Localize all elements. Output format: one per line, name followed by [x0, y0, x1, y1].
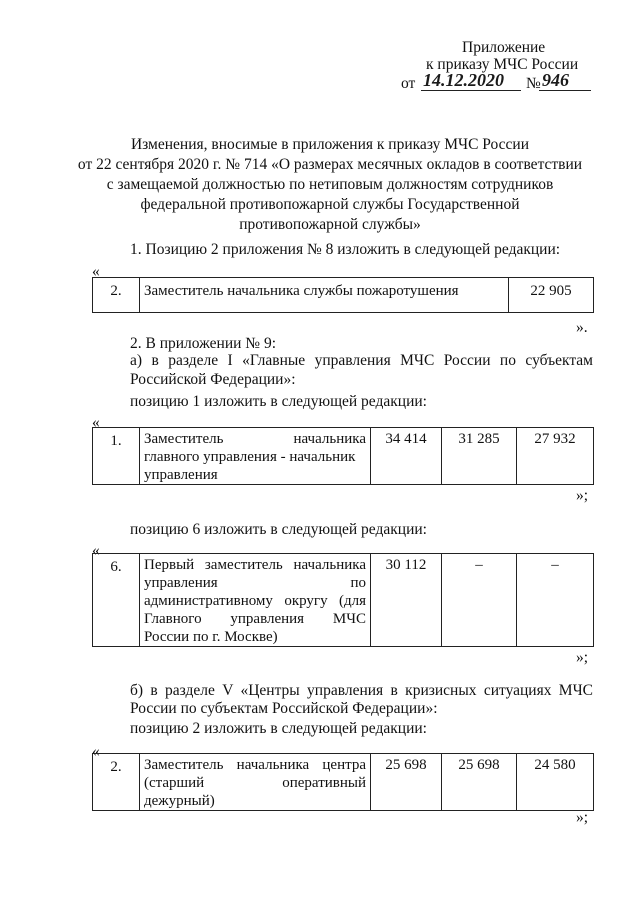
position-name-line: Заместитель начальника — [144, 431, 366, 447]
number-underline — [539, 90, 591, 91]
table-position-1 — [92, 427, 594, 485]
title-line: федеральной противопожарной службы Государственной — [140, 196, 520, 213]
table-position-2 — [92, 753, 594, 811]
title-line: от 22 сентября 2020 г. № 714 «О размерах месячных окладов в соответствии — [77, 156, 583, 173]
position-name-line: (старший оперативный — [144, 775, 366, 791]
position-1-text: позицию 1 изложить в следующей редакции: — [130, 393, 427, 410]
subsection-b-text-cont: России по субъектам Российской Федерации»: — [130, 700, 438, 717]
position-name-line: Заместитель начальника центра — [144, 757, 366, 773]
table-row — [93, 754, 594, 811]
position-name-line: административному округу (для — [144, 593, 366, 609]
order-reference: к приказу МЧС России — [426, 56, 579, 73]
open-quote: « — [92, 743, 100, 760]
appendix-label: Приложение — [462, 39, 546, 56]
close-quote: »; — [576, 487, 589, 504]
close-quote: ». — [576, 319, 588, 336]
salary-value: 27 932 — [517, 428, 594, 485]
open-quote: « — [92, 263, 100, 280]
salary-value: 31 285 — [442, 428, 517, 485]
position-name-line: России по г. Москве) — [144, 629, 278, 645]
salary-value: 25 698 — [371, 754, 442, 811]
position-name-line: Главного управления МЧС — [144, 611, 366, 627]
position-name-line: управления по — [144, 575, 366, 591]
position-name-line: дежурный) — [144, 793, 215, 809]
position-name — [140, 754, 371, 811]
row-number: 6. — [93, 554, 140, 647]
handwritten-date: 14.12.2020 — [423, 70, 504, 90]
position-name-line: управления — [144, 467, 218, 483]
section-2-text: 2. В приложении № 9: — [130, 335, 277, 352]
salary-value: 22 905 — [509, 278, 594, 313]
table-position-6 — [92, 553, 594, 647]
subsection-a-text-cont: Российской Федерации»: — [130, 371, 296, 388]
salary-value: – — [517, 554, 594, 647]
row-number: 1. — [93, 428, 140, 485]
salary-value: 25 698 — [442, 754, 517, 811]
title-line: с замещаемой должностью по нетиповым должностям сотрудников — [106, 176, 554, 193]
open-quote: « — [92, 542, 100, 559]
order-date-line — [401, 70, 601, 92]
table-row — [93, 428, 594, 485]
section-1-text: 1. Позицию 2 приложения № 8 изложить в следующей редакции: — [130, 241, 561, 258]
salary-value: 24 580 — [517, 754, 594, 811]
salary-value: 34 414 — [371, 428, 442, 485]
salary-value: – — [442, 554, 517, 647]
open-quote: « — [92, 414, 100, 431]
position-name-line: Первый заместитель начальника — [144, 557, 366, 573]
close-quote: »; — [576, 809, 589, 826]
row-number: 2. — [93, 278, 140, 313]
position-6-text: позицию 6 изложить в следующей редакции: — [130, 521, 427, 538]
close-quote: »; — [576, 649, 589, 666]
table-row — [93, 554, 594, 647]
position-name — [140, 428, 371, 485]
salary-value: 30 112 — [371, 554, 442, 647]
position-name-line: главного управления - начальник — [144, 449, 356, 465]
handwritten-number: 946 — [542, 70, 569, 90]
number-prefix: № — [526, 75, 541, 92]
table-row — [93, 278, 594, 313]
subsection-a-text: а) в разделе I «Главные управления МЧС России по субъектам — [130, 352, 593, 369]
table-section-1 — [92, 277, 594, 313]
title-line: противопожарной службы» — [239, 216, 421, 233]
date-prefix: от — [401, 75, 416, 92]
position-2-text: позицию 2 изложить в следующей редакции: — [130, 720, 427, 737]
document-title — [60, 135, 600, 235]
date-underline — [421, 90, 521, 91]
position-name: Заместитель начальника службы пожаротушения — [140, 278, 509, 313]
row-number: 2. — [93, 754, 140, 811]
title-line: Изменения, вносимые в приложения к приказу МЧС России — [130, 136, 530, 153]
subsection-b-text: б) в разделе V «Центры управления в кризисных ситуациях МЧС — [130, 682, 593, 699]
position-name — [140, 554, 371, 647]
